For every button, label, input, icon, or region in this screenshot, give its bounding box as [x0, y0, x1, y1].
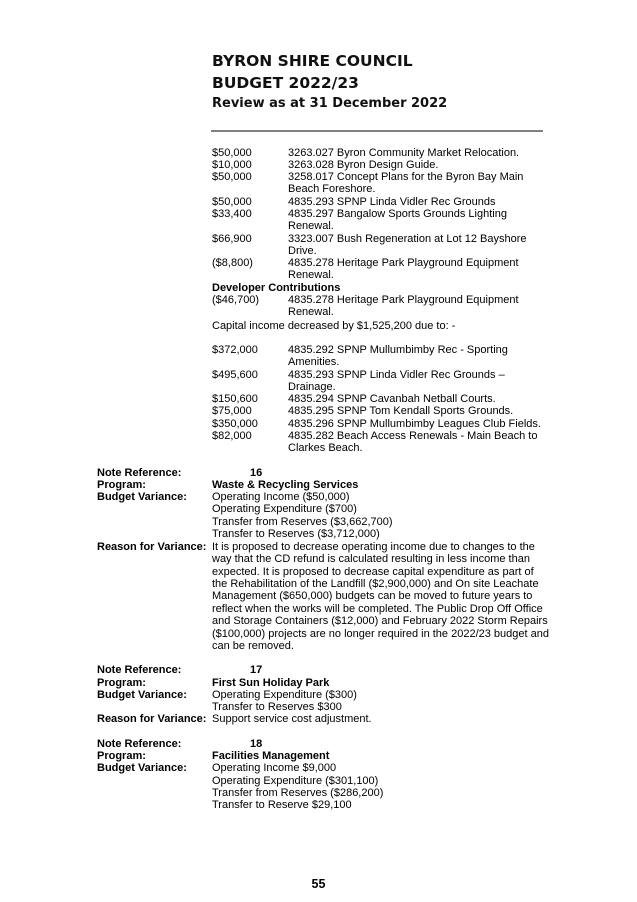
- item-amount: $495,600: [212, 369, 258, 381]
- note-number: 16: [250, 467, 263, 479]
- item-amount: $10,000: [212, 159, 252, 171]
- note-ref-label: Note Reference:: [97, 738, 182, 750]
- item-desc: 3263.028 Byron Design Guide.: [288, 159, 439, 171]
- reason-line: Management ($650,000) budgets can be moved to future years to: [212, 590, 533, 602]
- header-divider: [211, 130, 543, 132]
- program-label: Program:: [97, 750, 146, 762]
- item-desc: Beach Foreshore.: [288, 183, 376, 195]
- budget-variance-label: Budget Variance:: [97, 762, 187, 774]
- item-amount: $350,000: [212, 418, 258, 430]
- item-desc: Renewal.: [288, 269, 334, 281]
- reason-label: Reason for Variance:: [97, 541, 207, 553]
- item-desc: 4835.278 Heritage Park Playground Equipment: [288, 294, 519, 306]
- program-label: Program:: [97, 677, 146, 689]
- item-amount: $372,000: [212, 344, 258, 356]
- note-number: 17: [250, 664, 263, 676]
- item-desc: Renewal.: [288, 306, 334, 318]
- item-desc: 3258.017 Concept Plans for the Byron Bay Main: [288, 171, 524, 183]
- review-subtitle: Review as at 31 December 2022: [212, 96, 448, 111]
- item-desc: 4835.278 Heritage Park Playground Equipment: [288, 257, 519, 269]
- note-ref-label: Note Reference:: [97, 467, 182, 479]
- item-amount: $82,000: [212, 430, 252, 442]
- variance-line: Transfer to Reserves ($3,712,000): [212, 528, 380, 540]
- page-number: 55: [311, 877, 326, 891]
- org-title: BYRON SHIRE COUNCIL: [212, 52, 413, 70]
- item-amount: ($8,800): [212, 257, 253, 269]
- note-ref-label: Note Reference:: [97, 664, 182, 676]
- item-amount: $50,000: [212, 147, 252, 159]
- variance-line: Transfer to Reserve $29,100: [212, 799, 352, 811]
- variance-line: Transfer from Reserves ($286,200): [212, 787, 384, 799]
- variance-line: Operating Income $9,000: [212, 762, 337, 774]
- item-desc: Renewal.: [288, 220, 334, 232]
- item-desc: 4835.295 SPNP Tom Kendall Sports Grounds.: [288, 405, 514, 417]
- item-amount: $150,600: [212, 393, 258, 405]
- item-desc: 4835.293 SPNP Linda Vidler Rec Grounds –: [288, 369, 505, 381]
- reason-label: Reason for Variance:: [97, 713, 207, 725]
- item-desc: 4835.297 Bangalow Sports Grounds Lighting: [288, 208, 507, 220]
- budget-title: BUDGET 2022/23: [212, 74, 359, 92]
- budget-variance-label: Budget Variance:: [97, 689, 187, 701]
- reason-line: Support service cost adjustment.: [212, 713, 372, 725]
- item-desc: 3323.007 Bush Regeneration at Lot 12 Bayshore: [288, 233, 527, 245]
- item-amount: ($46,700): [212, 294, 260, 306]
- dev-contrib-heading: Developer Contributions: [212, 282, 341, 294]
- item-desc: 4835.296 SPNP Mullumbimby Leagues Club Fields.: [288, 418, 541, 430]
- item-amount: $66,900: [212, 233, 252, 245]
- reason-line: can be removed.: [212, 640, 294, 652]
- note-number: 18: [250, 738, 263, 750]
- variance-line: Operating Expenditure ($300): [212, 689, 357, 701]
- reason-line: ($100,000) projects are no longer required in the 2022/23 budget and: [212, 628, 549, 640]
- program-name: Facilities Management: [212, 750, 330, 762]
- program-name: Waste & Recycling Services: [212, 479, 359, 491]
- variance-line: Transfer from Reserves ($3,662,700): [212, 516, 393, 528]
- reason-line: It is proposed to decrease operating income due to changes to the: [212, 541, 535, 553]
- item-amount: $33,400: [212, 208, 252, 220]
- reason-line: expected. It is proposed to decrease capital expenditure as part of: [212, 566, 534, 578]
- item-desc: Amenities.: [288, 356, 340, 368]
- item-amount: $50,000: [212, 196, 252, 208]
- budget-variance-label: Budget Variance:: [97, 491, 187, 503]
- reason-line: reflect when the works will be completed. The Public Drop Off Office: [212, 603, 543, 615]
- variance-line: Operating Income ($50,000): [212, 491, 350, 503]
- item-desc: 4835.294 SPNP Cavanbah Netball Courts.: [288, 393, 496, 405]
- item-amount: $75,000: [212, 405, 252, 417]
- variance-line: Transfer to Reserves $300: [212, 701, 342, 713]
- item-amount: $50,000: [212, 171, 252, 183]
- item-desc: 4835.293 SPNP Linda Vidler Rec Grounds: [288, 196, 496, 208]
- item-desc: Drive.: [288, 245, 317, 257]
- reason-line: and Storage Containers ($12,000) and February 2022 Storm Repairs: [212, 615, 548, 627]
- capital-income-text: Capital income decreased by $1,525,200 due to: -: [212, 320, 456, 332]
- item-desc: 4835.282 Beach Access Renewals - Main Beach to: [288, 430, 538, 442]
- item-desc: 4835.292 SPNP Mullumbimby Rec - Sporting: [288, 344, 508, 356]
- variance-line: Operating Expenditure ($700): [212, 503, 357, 515]
- reason-line: way that the CD refund is calculated resulting in less income than: [212, 553, 530, 565]
- item-desc: Clarkes Beach.: [288, 442, 363, 454]
- reason-line: the Rehabilitation of the Landfill ($2,900,000) and On site Leachate: [212, 578, 539, 590]
- variance-line: Operating Expenditure ($301,100): [212, 775, 379, 787]
- item-desc: 3263.027 Byron Community Market Relocation.: [288, 147, 520, 159]
- program-name: First Sun Holiday Park: [212, 677, 330, 689]
- item-desc: Drainage.: [288, 381, 336, 393]
- program-label: Program:: [97, 479, 146, 491]
